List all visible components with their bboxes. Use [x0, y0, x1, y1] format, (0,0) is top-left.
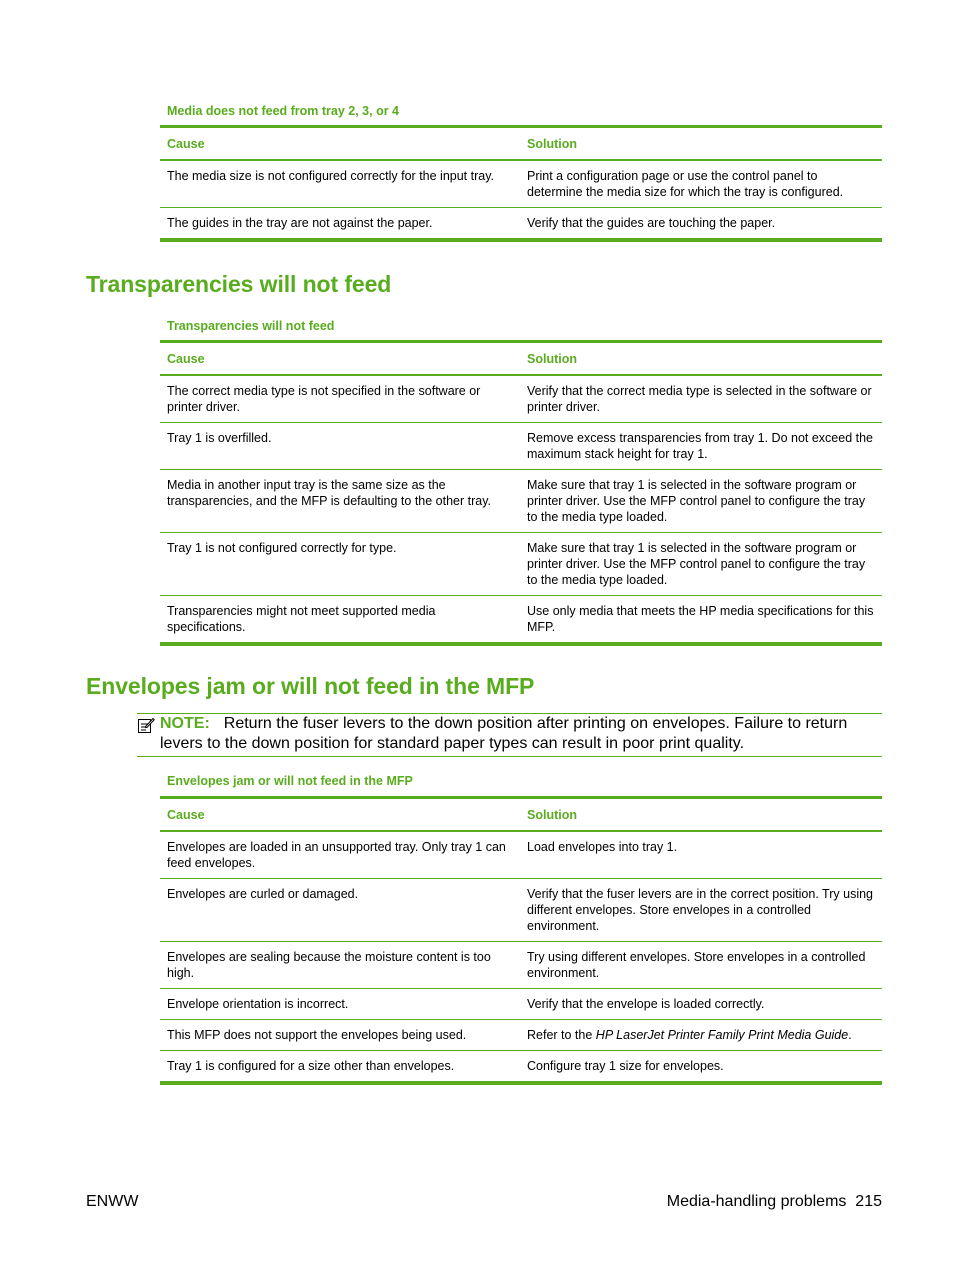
table-row	[160, 470, 882, 533]
cell-cause: Media in another input tray is the same size as the transparencies, and the MFP is defaulting to the other tray.	[167, 478, 492, 508]
cell-cause: The media size is not configured correctly for the input tray.	[167, 169, 495, 183]
cell-cause: Tray 1 is configured for a size other than envelopes.	[167, 1059, 455, 1073]
table-row	[160, 1020, 882, 1051]
table-row	[160, 161, 882, 208]
table-media-not-feed	[160, 125, 882, 242]
table-row	[160, 423, 882, 470]
note-body: Return the fuser levers to the down position after printing on envelopes. Failure to return levers to the down position for standard paper types can result in poor print quality.	[160, 715, 848, 752]
cell-solution: Verify that the correct media type is selected in the software or printer driver.	[527, 384, 872, 414]
cell-solution: Load envelopes into tray 1.	[527, 840, 678, 854]
cell-cause: Envelopes are curled or damaged.	[167, 887, 359, 901]
cell-cause: Envelope orientation is incorrect.	[167, 997, 349, 1011]
cell-cause: Envelopes are sealing because the moisture content is too high.	[167, 950, 491, 980]
cell-solution: Verify that the guides are touching the paper.	[527, 216, 776, 230]
section-heading: Transparencies will not feed	[86, 271, 392, 297]
cell-solution: Print a configuration page or use the control panel to determine the media size for which the tray is configured.	[527, 169, 844, 199]
solution-suffix: .	[848, 1028, 852, 1042]
note-text	[160, 714, 882, 754]
cell-cause: Tray 1 is not configured correctly for type.	[167, 541, 397, 555]
table-row	[160, 879, 882, 942]
cell-solution: Make sure that tray 1 is selected in the software program or printer driver. Use the MFP control panel to configure the tray to the media type loaded.	[527, 541, 866, 587]
note-box	[137, 713, 882, 757]
cell-cause: The correct media type is not specified in the software or printer driver.	[167, 384, 481, 414]
table-row	[160, 832, 882, 879]
section-heading: Envelopes jam or will not feed in the MFP	[86, 673, 535, 699]
cell-solution	[521, 1020, 882, 1050]
table-caption: Media does not feed from tray 2, 3, or 4	[167, 104, 400, 118]
table-row	[160, 596, 882, 642]
table-row	[160, 533, 882, 596]
table-transparencies	[160, 340, 882, 646]
table-caption: Envelopes jam or will not feed in the MFP	[167, 774, 413, 788]
header-solution: Solution	[527, 351, 577, 366]
cell-solution: Make sure that tray 1 is selected in the software program or printer driver. Use the MFP control panel to configure the tray to the media type loaded.	[527, 478, 866, 524]
cell-solution: Configure tray 1 size for envelopes.	[527, 1059, 724, 1073]
cell-cause: Envelopes are loaded in an unsupported tray. Only tray 1 can feed envelopes.	[167, 840, 506, 870]
table-row	[160, 942, 882, 989]
guide-title: HP LaserJet Printer Family Print Media Guide	[595, 1028, 849, 1042]
footer-left: ENWW	[86, 1193, 139, 1210]
solution-prefix: Refer to the	[527, 1028, 596, 1042]
cell-cause: Tray 1 is overfilled.	[167, 431, 272, 445]
table-row	[160, 989, 882, 1020]
table-row	[160, 376, 882, 423]
cell-cause: The guides in the tray are not against the paper.	[167, 216, 433, 230]
note-label: NOTE:	[160, 715, 210, 732]
header-cause: Cause	[167, 807, 205, 822]
table-header	[160, 128, 882, 161]
table-header	[160, 343, 882, 376]
cell-solution: Try using different envelopes. Store envelopes in a controlled environment.	[527, 950, 866, 980]
page-number: 215	[855, 1193, 882, 1210]
footer-right	[667, 1193, 882, 1211]
table-row	[160, 1051, 882, 1081]
cell-solution: Use only media that meets the HP media specifications for this MFP.	[527, 604, 874, 634]
cell-solution: Verify that the fuser levers are in the correct position. Try using different envelopes. Store envelopes in a controlled environment.	[527, 887, 873, 933]
cell-cause: Transparencies might not meet supported media specifications.	[167, 604, 436, 634]
table-caption: Transparencies will not feed	[167, 319, 335, 333]
table-envelopes	[160, 796, 882, 1085]
header-solution: Solution	[527, 136, 577, 151]
header-cause: Cause	[167, 351, 205, 366]
table-header	[160, 799, 882, 832]
note-icon	[137, 716, 155, 734]
cell-solution: Remove excess transparencies from tray 1. Do not exceed the maximum stack height for tray 1.	[527, 431, 873, 461]
cell-solution: Verify that the envelope is loaded correctly.	[527, 997, 765, 1011]
footer-section-title: Media-handling problems	[666, 1193, 847, 1210]
header-cause: Cause	[167, 136, 205, 151]
cell-cause: This MFP does not support the envelopes being used.	[167, 1028, 467, 1042]
header-solution: Solution	[527, 807, 577, 822]
table-row	[160, 208, 882, 238]
